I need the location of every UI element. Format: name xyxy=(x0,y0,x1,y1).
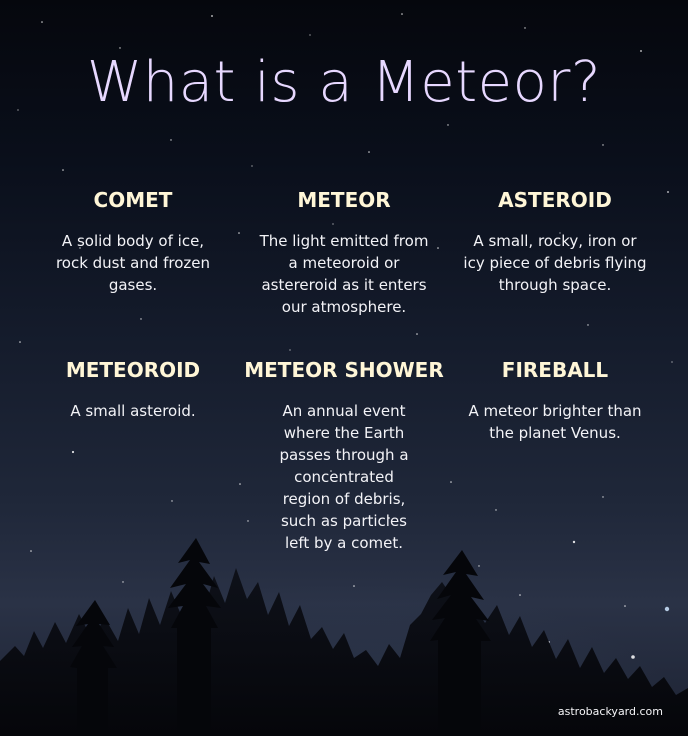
card-title: ASTEROID xyxy=(498,188,612,212)
card-comet xyxy=(28,188,238,318)
card-title: METEOROID xyxy=(65,358,201,382)
card-description: A solid body of ice, rock dust and frozen gases. xyxy=(55,232,211,294)
card-description: A meteor brighter than the planet Venus. xyxy=(468,402,642,442)
card-title: METEOR xyxy=(297,188,391,212)
card-title: COMET xyxy=(93,188,173,212)
card-title: METEOR SHOWER xyxy=(244,358,444,382)
definition-grid xyxy=(28,188,660,554)
card-meteoroid xyxy=(28,358,238,554)
card-meteor xyxy=(239,188,449,318)
card-description: An annual event where the Earth passes through a concentrated region of debris, such as particles left by a comet. xyxy=(279,402,409,552)
card-description: The light emitted from a meteoroid or astereroid as it enters our atmosphere. xyxy=(259,232,429,316)
source-credit: astrobackyard.com xyxy=(557,705,663,718)
card-meteor-shower xyxy=(239,358,449,554)
card-asteroid xyxy=(450,188,660,318)
page-title: What is a Meteor? xyxy=(86,50,602,115)
card-description: A small asteroid. xyxy=(70,402,196,420)
card-description: A small, rocky, iron or icy piece of debris flying through space. xyxy=(463,232,647,294)
card-fireball xyxy=(450,358,660,554)
card-title: FIREBALL xyxy=(501,358,609,382)
